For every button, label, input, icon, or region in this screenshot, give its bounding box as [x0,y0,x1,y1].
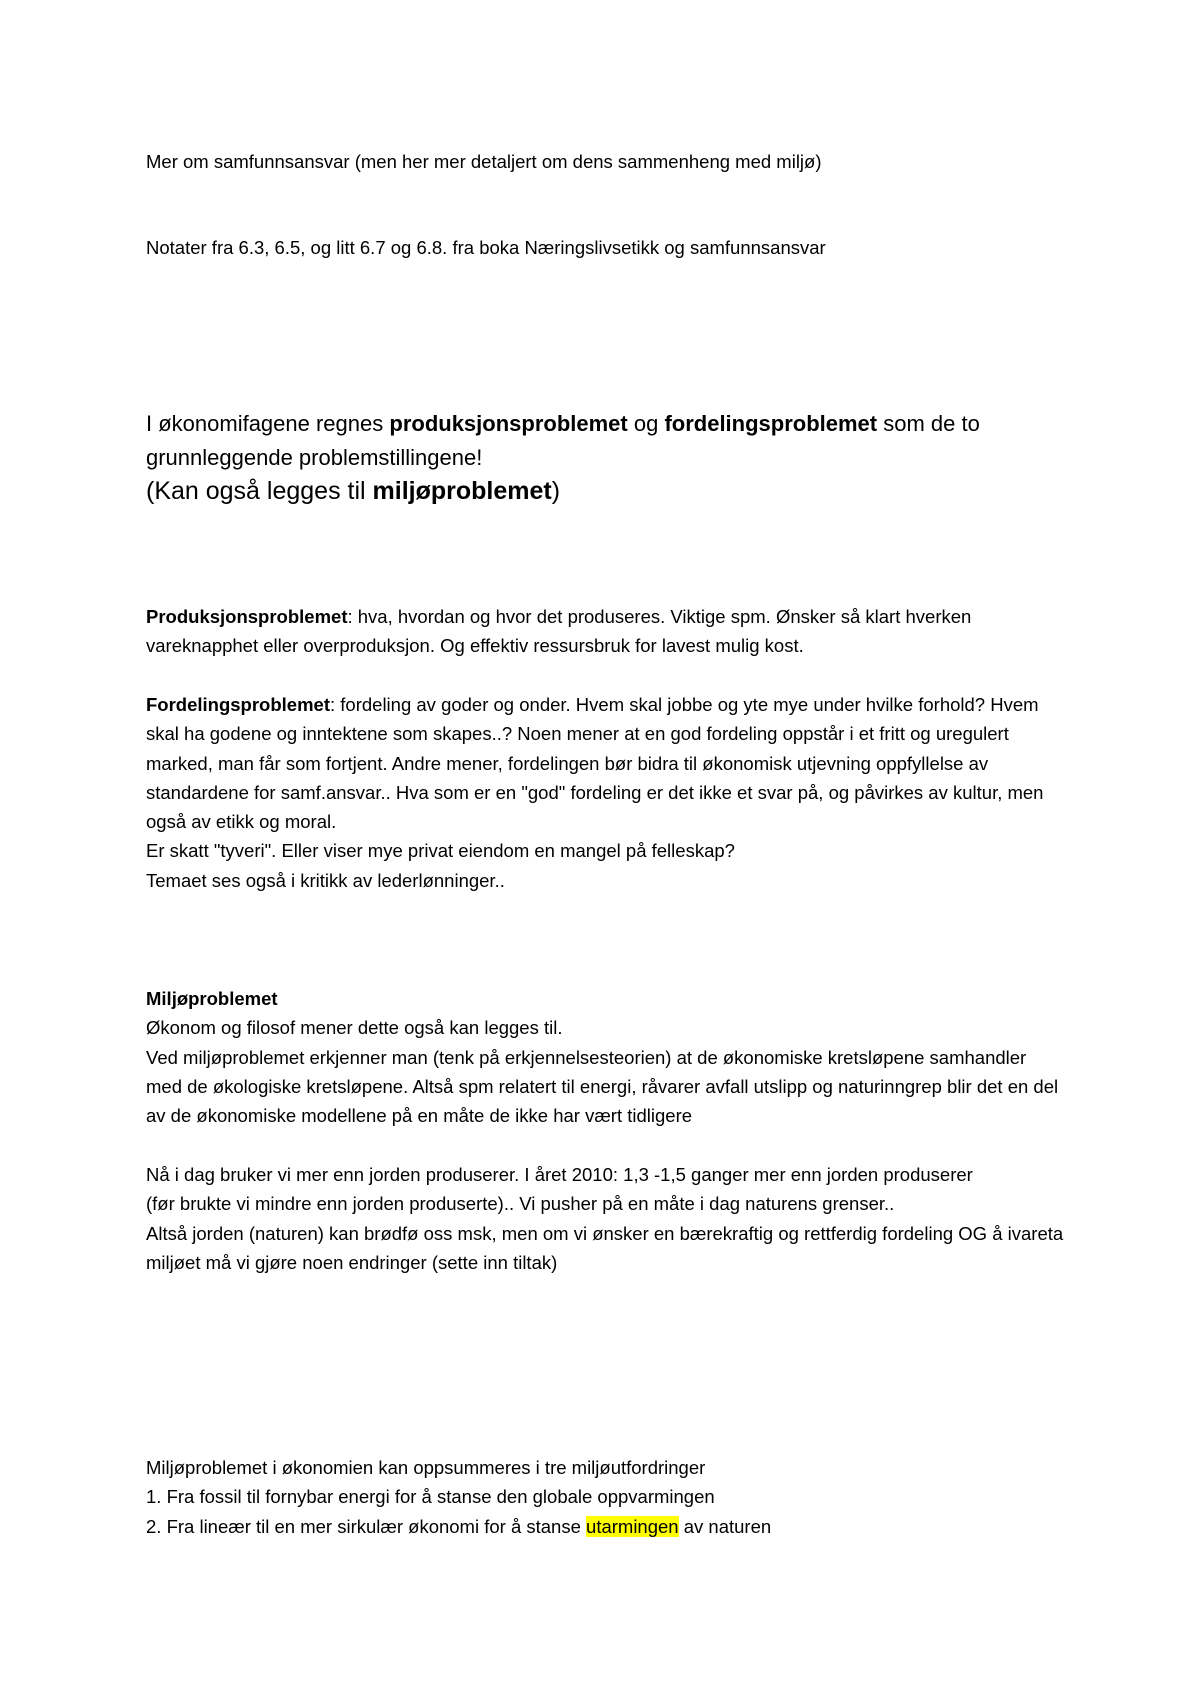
intro-text-3: som de to grunnleggende problemstillingene! [146,411,980,470]
na-line-1: Nå i dag bruker vi mer enn jorden produserer. I året 2010: 1,3 -1,5 ganger mer enn jorden produserer [146,1164,973,1185]
summary-section [146,1453,1066,1541]
fordeling-line-3: Temaet ses også i kritikk av lederlønninger.. [146,869,505,891]
na-line-2: (før brukte vi mindre enn jorden produserte).. Vi pusher på en måte i dag naturens grenser.. [146,1193,895,1215]
notes-line: Notater fra 6.3, 6.5, og litt 6.7 og 6.8. fra boka Næringslivsetikk og samfunnsansvar [146,237,826,258]
document-title: Mer om samfunnsansvar (men her mer detaljert om dens sammenheng med miljø) [146,151,822,172]
fordeling-line-2: Er skatt "tyveri". Eller viser mye privat eiendom en mangel på felleskap? [146,840,735,862]
fordeling-section [146,690,1066,895]
intro-text-1: I økonomifagene regnes [146,411,390,436]
miljo-heading-text: Miljøproblemet [146,988,278,1009]
miljo-line-1: Økonom og filosof mener dette også kan legges til. [146,1017,563,1039]
summary-item-2-pre: 2. Fra lineær til en mer sirkulær økonomi for å stanse [146,1515,587,1537]
intro-line2-pre: (Kan også legges til [146,477,373,505]
fordeling-paragraph [146,690,1066,836]
intro-paragraph [146,407,1066,474]
na-section [146,1160,1066,1277]
summary-item-2 [146,1512,1066,1541]
miljo-paragraph: Ved miljøproblemet erkjenner man (tenk på erkjennelsesteorien) at de økonomiske kretsløpene samhandler med de økologiske kretsløpene. Altså spm relatert til energi, råvarer avfall utslipp og naturinngrep blir det en del av de økonomiske modellene på en måte de ikke har vært tidligere [146,1046,1059,1127]
intro-text-2: og [627,411,665,436]
summary-item-2-post: av naturen [678,1515,772,1537]
produksjon-paragraph [146,602,1066,661]
intro-miljo-line [146,474,1066,508]
fordeling-term: Fordelingsproblemet [146,694,330,715]
summary-intro: Miljøproblemet i økonomien kan oppsummeres i tre miljøutfordringer [146,1457,706,1478]
summary-item-1: 1. Fra fossil til fornybar energi for å stanse den globale oppvarmingen [146,1486,715,1508]
term-produksjonsproblemet: produksjonsproblemet [389,411,628,436]
miljo-heading [146,984,1066,1013]
na-line-3: Altså jorden (naturen) kan brødfø oss msk, men om vi ønsker en bærekraftig og rettferdig fordeling OG å ivareta miljøet må vi gjøre noen endringer (sette inn tiltak) [146,1222,1064,1273]
produksjon-term: Produksjonsproblemet [146,606,348,627]
produksjon-text: : hva, hvordan og hvor det produseres. Viktige spm. Ønsker så klart hverken vareknapphet eller overproduksjon. Og effektiv ressursbruk for lavest mulig kost. [146,606,972,657]
miljo-section [146,984,1066,1130]
term-miljoproblemet: miljøproblemet [372,477,552,505]
term-fordelingsproblemet: fordelingsproblemet [664,411,878,436]
intro-section [146,407,1066,508]
highlighted-word: utarmingen [586,1515,679,1537]
fordeling-text: : fordeling av goder og onder. Hvem skal jobbe og yte mye under hvilke forhold? Hvem skal ha godene og inntektene som skapes..? Noen mener at en god fordeling oppstår i et fritt og uregulert marked, man får som fortjent. Andre mener, fordelingen bør bidra til økonomisk utjevning oppfyllelse av standardene for samf.ansvar.. Hva som er en "god" fordeling er det ikke et svar på, og påvirkes av kultur, men også av etikk og moral. [146,694,1044,833]
intro-line2-post: ) [551,477,561,505]
